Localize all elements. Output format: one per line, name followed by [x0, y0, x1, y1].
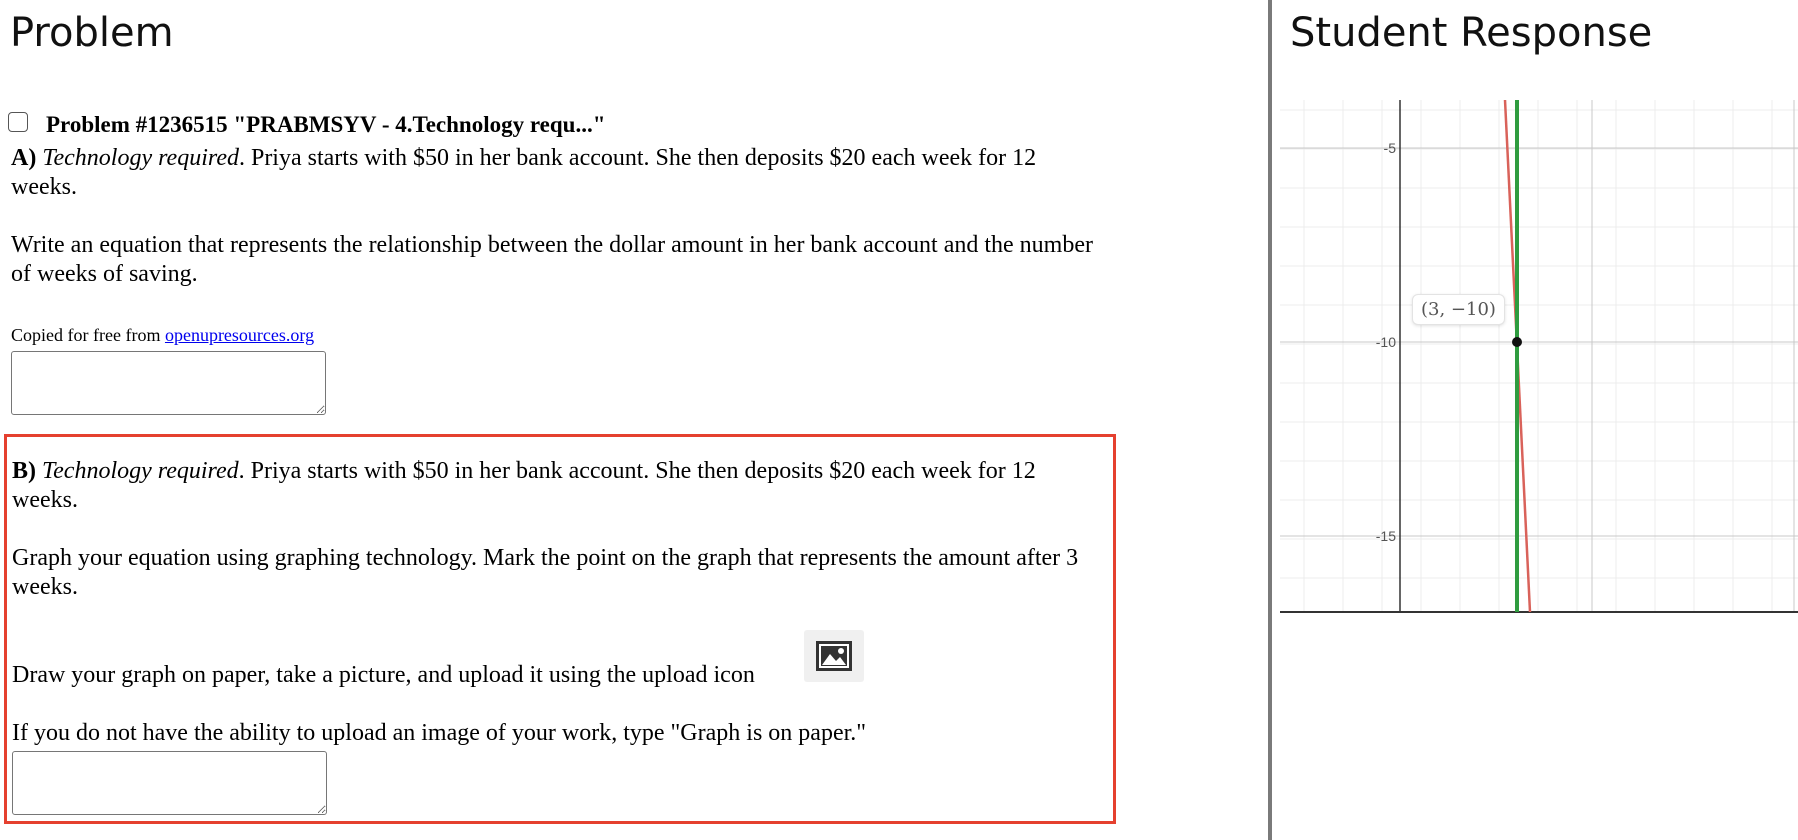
problem-header	[8, 112, 605, 138]
part-a-answer-input[interactable]	[11, 351, 326, 415]
y-tick-label: -10	[1375, 334, 1396, 350]
part-a-intro	[11, 144, 1096, 202]
response-graph[interactable]	[1272, 0, 1798, 840]
point-label: (3, −10)	[1412, 294, 1505, 325]
image-upload-icon[interactable]	[804, 630, 864, 682]
part-a-intro-text: . Priya starts with $50 in her bank account. She then deposits $20 each week for 12 weeks.	[11, 145, 1037, 200]
y-tick-label: -5	[1383, 140, 1396, 156]
y-tick-label: -15	[1375, 528, 1396, 544]
problem-select-checkbox[interactable]	[8, 112, 28, 132]
part-b-intro	[12, 457, 1097, 515]
image-icon	[816, 641, 852, 671]
part-b-question: Graph your equation using graphing technology. Mark the point on the graph that represents the amount after 3 weeks.	[12, 545, 1079, 600]
part-a-emphasis: Technology required	[42, 145, 239, 171]
part-b-upload-instruction: Draw your graph on paper, take a picture, and upload it using the upload icon	[12, 662, 755, 688]
problem-pane-title: Problem	[10, 10, 174, 56]
part-b-intro-text: . Priya starts with $50 in her bank account. She then deposits $20 each week for 12 weeks.	[12, 458, 1036, 513]
attribution-link[interactable]: openupresources.org	[164, 325, 315, 345]
marked-point	[1512, 337, 1522, 347]
part-b-answer-input[interactable]	[12, 751, 327, 815]
part-b-section	[4, 434, 1116, 824]
part-b-alternative-instruction: If you do not have the ability to upload an image of your work, type "Graph is on paper."	[12, 720, 867, 746]
part-b-label: B)	[12, 458, 36, 484]
student-response-pane	[1272, 0, 1798, 840]
part-b-emphasis: Technology required	[42, 458, 239, 484]
problem-title: Problem #1236515 "PRABMSYV - 4.Technology requ..."	[46, 112, 606, 137]
attribution	[11, 325, 314, 346]
attribution-text: Copied for free from	[11, 325, 165, 345]
part-a-question: Write an equation that represents the relationship between the dollar amount in her bank account and the number of weeks of saving.	[11, 232, 1093, 287]
part-a-label: A)	[11, 145, 37, 171]
student-response-title: Student Response	[1290, 10, 1653, 56]
